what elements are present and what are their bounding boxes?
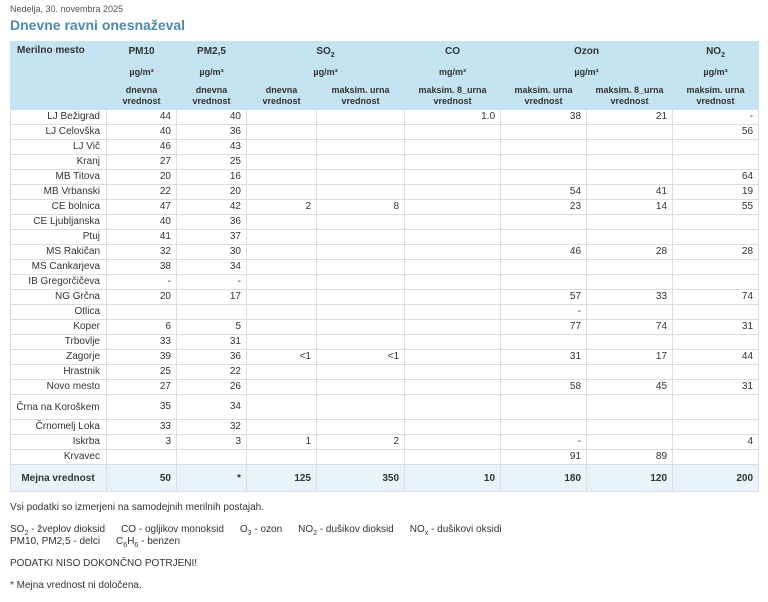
so2-header: $SO_2$ — [247, 42, 405, 62]
value-so2-daily: 2 — [247, 200, 317, 215]
value-so2-daily — [247, 230, 317, 245]
value-so2-daily — [247, 420, 317, 435]
value-pm25: 34 — [177, 395, 247, 420]
limit-row — [11, 465, 759, 492]
value-so2-max — [317, 185, 405, 200]
value-pm25: 36 — [177, 125, 247, 140]
measured-note: Vsi podatki so izmerjeni na samodejnih merilnih postajah. — [10, 502, 265, 513]
value-co — [405, 350, 501, 365]
value-so2-max — [317, 290, 405, 305]
value-o3-max: 180 — [501, 465, 587, 492]
table-row — [11, 395, 759, 420]
value-no2: 74 — [673, 290, 759, 305]
value-so2-daily: 125 — [247, 465, 317, 492]
station-name: Hrastnik — [11, 365, 107, 380]
value-so2-daily — [247, 395, 317, 420]
value-co — [405, 125, 501, 140]
value-pm25: 40 — [177, 110, 247, 125]
value-no2 — [673, 155, 759, 170]
value-pm10: 27 — [107, 155, 177, 170]
value-co — [405, 335, 501, 350]
value-o3-max: 54 — [501, 185, 587, 200]
value-no2: 19 — [673, 185, 759, 200]
station-name: NG Grčna — [11, 290, 107, 305]
so2-max-label: maksim. urna vrednost — [317, 83, 405, 110]
value-so2-daily — [247, 365, 317, 380]
value-pm25: 17 — [177, 290, 247, 305]
value-co: 10 — [405, 465, 501, 492]
value-o3-8h — [587, 275, 673, 290]
value-pm25: 32 — [177, 420, 247, 435]
station-name: MS Cankarjeva — [11, 260, 107, 275]
station-name: Krvavec — [11, 450, 107, 465]
value-co — [405, 320, 501, 335]
value-o3-max: 58 — [501, 380, 587, 395]
value-pm25 — [177, 305, 247, 320]
value-o3-max: - — [501, 435, 587, 450]
so2-unit: µg/m³ — [247, 62, 405, 83]
value-o3-8h: 74 — [587, 320, 673, 335]
station-name: Zagorje — [11, 350, 107, 365]
table-row — [11, 110, 759, 125]
value-pm25: 31 — [177, 335, 247, 350]
value-o3-8h: 17 — [587, 350, 673, 365]
table-row — [11, 320, 759, 335]
value-pm25: 3 — [177, 435, 247, 450]
value-no2: 31 — [673, 380, 759, 395]
value-o3-max — [501, 215, 587, 230]
table-row — [11, 260, 759, 275]
value-pm25: 25 — [177, 155, 247, 170]
table-row — [11, 185, 759, 200]
table-row — [11, 125, 759, 140]
value-so2-max — [317, 110, 405, 125]
legend-item: $C_6H_6$ - benzen — [116, 536, 181, 549]
value-pm10: 35 — [107, 395, 177, 420]
pm25-unit: µg/m³ — [177, 62, 247, 83]
station-name: LJ Celovška — [11, 125, 107, 140]
value-co — [405, 215, 501, 230]
station-name: Mejna vrednost — [11, 465, 107, 492]
table-row — [11, 365, 759, 380]
no2-max-label: maksim. urna vrednost — [673, 83, 759, 110]
value-co — [405, 395, 501, 420]
value-so2-daily — [247, 110, 317, 125]
value-no2: 28 — [673, 245, 759, 260]
value-no2 — [673, 275, 759, 290]
value-pm10 — [107, 450, 177, 465]
co-8h-label: maksim. 8_urna vrednost — [405, 83, 501, 110]
notes — [10, 502, 758, 592]
value-so2-max — [317, 335, 405, 350]
value-so2-max: 8 — [317, 200, 405, 215]
value-o3-max: 31 — [501, 350, 587, 365]
value-pm25: 42 — [177, 200, 247, 215]
table-row — [11, 170, 759, 185]
value-pm10: 41 — [107, 230, 177, 245]
station-name: Koper — [11, 320, 107, 335]
value-no2: 31 — [673, 320, 759, 335]
legend-item: $NO_2$ - dušikov dioksid — [298, 524, 394, 537]
value-so2-max — [317, 380, 405, 395]
value-so2-max — [317, 140, 405, 155]
value-o3-8h — [587, 125, 673, 140]
table-row — [11, 275, 759, 290]
value-o3-8h — [587, 230, 673, 245]
station-name: Ptuj — [11, 230, 107, 245]
value-pm25: 36 — [177, 215, 247, 230]
table-row — [11, 420, 759, 435]
value-pm25: 5 — [177, 320, 247, 335]
value-o3-max: 57 — [501, 290, 587, 305]
table-row — [11, 335, 759, 350]
value-o3-8h — [587, 260, 673, 275]
value-co — [405, 290, 501, 305]
value-pm25: 34 — [177, 260, 247, 275]
value-pm10: 6 — [107, 320, 177, 335]
value-pm10: 39 — [107, 350, 177, 365]
value-pm25: - — [177, 275, 247, 290]
value-o3-max — [501, 260, 587, 275]
value-o3-max — [501, 230, 587, 245]
value-pm10: 33 — [107, 420, 177, 435]
value-pm10: 47 — [107, 200, 177, 215]
value-so2-daily — [247, 260, 317, 275]
table-row — [11, 380, 759, 395]
value-o3-8h: 33 — [587, 290, 673, 305]
station-name: Trbovlje — [11, 335, 107, 350]
no2-unit: µg/m³ — [673, 62, 759, 83]
pollution-table — [10, 41, 759, 492]
value-o3-max — [501, 170, 587, 185]
value-o3-max — [501, 275, 587, 290]
value-so2-daily — [247, 155, 317, 170]
value-o3-8h: 120 — [587, 465, 673, 492]
so2-daily-label: dnevna vrednost — [247, 83, 317, 110]
value-no2 — [673, 450, 759, 465]
value-o3-8h — [587, 170, 673, 185]
value-so2-daily — [247, 335, 317, 350]
station-name: LJ Vič — [11, 140, 107, 155]
value-pm10: 32 — [107, 245, 177, 260]
value-so2-daily — [247, 380, 317, 395]
value-pm25: 16 — [177, 170, 247, 185]
value-co — [405, 275, 501, 290]
value-o3-8h — [587, 420, 673, 435]
value-co — [405, 170, 501, 185]
value-pm10: 44 — [107, 110, 177, 125]
value-pm25: 26 — [177, 380, 247, 395]
value-so2-max — [317, 155, 405, 170]
value-no2 — [673, 140, 759, 155]
value-no2 — [673, 335, 759, 350]
value-o3-max: 38 — [501, 110, 587, 125]
legend-item: $SO_2$ - žveplov dioksid — [10, 524, 106, 537]
ozone-unit: µg/m³ — [501, 62, 673, 83]
value-o3-8h — [587, 305, 673, 320]
value-o3-max — [501, 155, 587, 170]
value-o3-max: 91 — [501, 450, 587, 465]
value-co — [405, 260, 501, 275]
legend-line-1 — [10, 524, 518, 535]
value-o3-8h: 41 — [587, 185, 673, 200]
table-row — [11, 215, 759, 230]
value-so2-max — [317, 420, 405, 435]
pm10-header: PM10 — [107, 42, 177, 62]
value-pm25: 36 — [177, 350, 247, 365]
table-row — [11, 305, 759, 320]
value-so2-max — [317, 450, 405, 465]
value-o3-8h: 89 — [587, 450, 673, 465]
value-o3-8h — [587, 140, 673, 155]
value-o3-8h: 21 — [587, 110, 673, 125]
co-header: CO — [405, 42, 501, 62]
station-name: MS Rakičan — [11, 245, 107, 260]
value-so2-max — [317, 365, 405, 380]
value-so2-daily — [247, 290, 317, 305]
value-o3-max: - — [501, 305, 587, 320]
legend — [10, 524, 758, 548]
value-no2 — [673, 215, 759, 230]
value-so2-daily — [247, 320, 317, 335]
value-no2: - — [673, 110, 759, 125]
value-o3-max — [501, 335, 587, 350]
station-name: CE bolnica — [11, 200, 107, 215]
value-pm10: 20 — [107, 290, 177, 305]
value-so2-max — [317, 395, 405, 420]
value-pm10: 20 — [107, 170, 177, 185]
value-pm25: 20 — [177, 185, 247, 200]
station-name: Črna na Koroškem — [11, 395, 107, 420]
value-pm10: 22 — [107, 185, 177, 200]
value-so2-max — [317, 125, 405, 140]
value-co — [405, 420, 501, 435]
value-o3-max — [501, 395, 587, 420]
value-pm25: 37 — [177, 230, 247, 245]
value-o3-max — [501, 125, 587, 140]
value-pm25: * — [177, 465, 247, 492]
ozone-8h-label: maksim. 8_urna vrednost — [587, 83, 673, 110]
value-o3-8h: 28 — [587, 245, 673, 260]
pm10-unit: µg/m³ — [107, 62, 177, 83]
table-row — [11, 245, 759, 260]
value-co — [405, 200, 501, 215]
value-o3-8h: 14 — [587, 200, 673, 215]
legend-item: PM10, PM2,5 - delci — [10, 536, 101, 547]
value-o3-8h — [587, 365, 673, 380]
not-confirmed-note: PODATKI NISO DOKONČNO POTRJENI! — [10, 558, 198, 569]
station-name: Otlica — [11, 305, 107, 320]
station-name: MB Titova — [11, 170, 107, 185]
value-so2-daily — [247, 170, 317, 185]
value-pm10: 27 — [107, 380, 177, 395]
value-co — [405, 140, 501, 155]
value-pm10: 38 — [107, 260, 177, 275]
value-so2-max — [317, 260, 405, 275]
value-so2-daily — [247, 185, 317, 200]
value-co — [405, 155, 501, 170]
value-so2-max — [317, 230, 405, 245]
ozone-max-label: maksim. urna vrednost — [501, 83, 587, 110]
value-o3-max: 46 — [501, 245, 587, 260]
value-so2-max: 2 — [317, 435, 405, 450]
value-so2-max — [317, 245, 405, 260]
value-so2-max: <1 — [317, 350, 405, 365]
table-row — [11, 290, 759, 305]
value-no2 — [673, 230, 759, 245]
value-so2-daily — [247, 140, 317, 155]
pm25-header: PM2,5 — [177, 42, 247, 62]
value-o3-max — [501, 365, 587, 380]
value-no2: 55 — [673, 200, 759, 215]
value-pm25: 30 — [177, 245, 247, 260]
table-row — [11, 450, 759, 465]
value-so2-daily — [247, 125, 317, 140]
value-no2: 200 — [673, 465, 759, 492]
value-no2: 64 — [673, 170, 759, 185]
table-row — [11, 140, 759, 155]
station-name: Iskrba — [11, 435, 107, 450]
legend-item: $O_3$ - ozon — [239, 524, 283, 537]
value-o3-max — [501, 140, 587, 155]
value-no2: 4 — [673, 435, 759, 450]
value-so2-max: 350 — [317, 465, 405, 492]
page-title: Dnevne ravni onesnaževal — [10, 17, 186, 33]
no2-header: $NO_2$ — [673, 42, 759, 62]
value-co — [405, 245, 501, 260]
pm10-daily-label: dnevna vrednost — [107, 83, 177, 110]
value-no2 — [673, 305, 759, 320]
table-row — [11, 435, 759, 450]
table-row — [11, 230, 759, 245]
station-name: Novo mesto — [11, 380, 107, 395]
value-o3-8h — [587, 435, 673, 450]
value-o3-max: 23 — [501, 200, 587, 215]
ozone-header: Ozon — [501, 42, 673, 62]
legend-item: $NO_x$ - dušikovi oksidi — [409, 524, 502, 537]
station-name: CE Ljubljanska — [11, 215, 107, 230]
station-name: Črnomelj Loka — [11, 420, 107, 435]
value-so2-daily — [247, 275, 317, 290]
value-pm10: 50 — [107, 465, 177, 492]
value-co — [405, 185, 501, 200]
value-pm10: 40 — [107, 215, 177, 230]
value-so2-max — [317, 305, 405, 320]
station-name: IB Gregorčičeva — [11, 275, 107, 290]
value-so2-max — [317, 215, 405, 230]
value-o3-max — [501, 420, 587, 435]
co-unit: mg/m³ — [405, 62, 501, 83]
value-no2 — [673, 260, 759, 275]
value-o3-8h: 45 — [587, 380, 673, 395]
value-co — [405, 435, 501, 450]
value-co: 1.0 — [405, 110, 501, 125]
value-so2-max — [317, 170, 405, 185]
value-so2-max — [317, 275, 405, 290]
value-no2 — [673, 420, 759, 435]
table-row — [11, 155, 759, 170]
value-no2 — [673, 395, 759, 420]
value-pm25: 43 — [177, 140, 247, 155]
value-o3-max: 77 — [501, 320, 587, 335]
report-date: Nedelja, 30. novembra 2025 — [10, 4, 124, 14]
station-name: Kranj — [11, 155, 107, 170]
value-so2-daily — [247, 245, 317, 260]
value-pm10: 33 — [107, 335, 177, 350]
value-pm10: 25 — [107, 365, 177, 380]
value-o3-8h — [587, 395, 673, 420]
footnote: * Mejna vrednost ni določena. — [10, 580, 142, 591]
station-name: LJ Bežigrad — [11, 110, 107, 125]
table-body — [11, 110, 759, 492]
value-pm10: 40 — [107, 125, 177, 140]
value-so2-daily: 1 — [247, 435, 317, 450]
value-so2-daily — [247, 305, 317, 320]
table-row — [11, 350, 759, 365]
legend-line-2 — [10, 536, 196, 547]
value-pm25 — [177, 450, 247, 465]
value-o3-8h — [587, 215, 673, 230]
value-so2-max — [317, 320, 405, 335]
pm25-daily-label: dnevna vrednost — [177, 83, 247, 110]
value-co — [405, 380, 501, 395]
value-pm25: 22 — [177, 365, 247, 380]
value-so2-daily: <1 — [247, 350, 317, 365]
value-so2-daily — [247, 450, 317, 465]
value-co — [405, 230, 501, 245]
value-no2: 56 — [673, 125, 759, 140]
station-header: Merilno mesto — [11, 42, 107, 110]
value-co — [405, 365, 501, 380]
value-co — [405, 305, 501, 320]
value-pm10: - — [107, 275, 177, 290]
station-name: MB Vrbanski — [11, 185, 107, 200]
value-o3-8h — [587, 155, 673, 170]
value-co — [405, 450, 501, 465]
value-pm10: 46 — [107, 140, 177, 155]
value-no2: 44 — [673, 350, 759, 365]
table-row — [11, 200, 759, 215]
value-pm10 — [107, 305, 177, 320]
value-pm10: 3 — [107, 435, 177, 450]
value-o3-8h — [587, 335, 673, 350]
value-so2-daily — [247, 215, 317, 230]
legend-item: CO - ogljikov monoksid — [121, 524, 224, 535]
value-no2 — [673, 365, 759, 380]
